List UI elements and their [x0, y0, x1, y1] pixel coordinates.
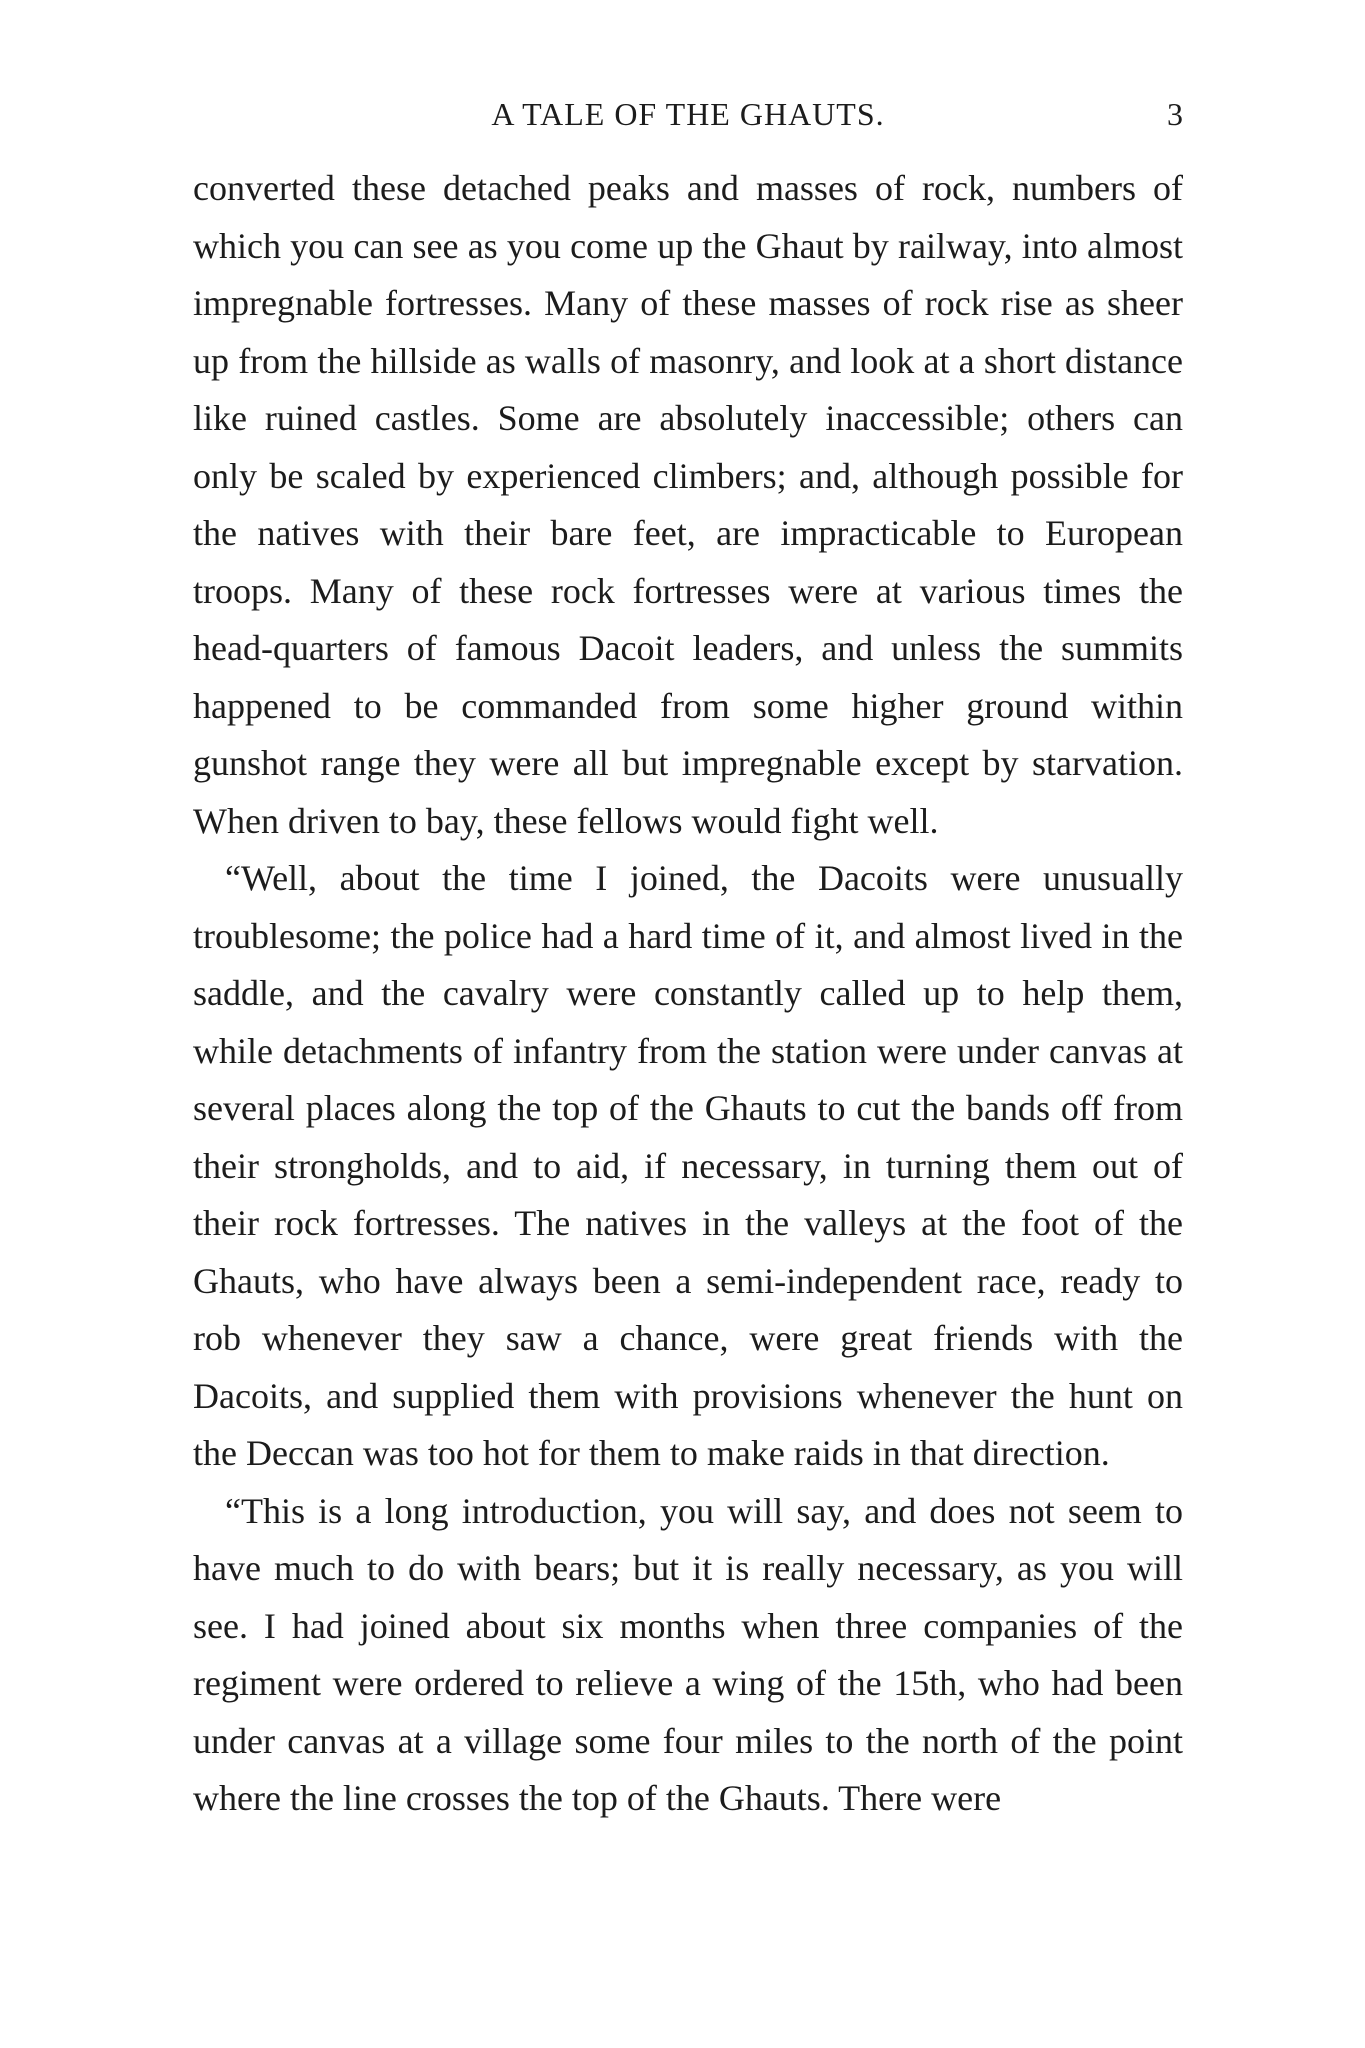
- running-title: A TALE OF THE GHAUTS.: [491, 96, 885, 132]
- paragraph-1: converted these detached peaks and masses of rock, numbers of which you can see as you come up the Ghaut by railway, into almost impregnable fortresses. Many of these masses of rock rise as sheer up from the hillside as walls of masonry, and look at a short distance like ruined castles. Some are absolutely inaccessible; others can only be scaled by experienced climbers; and, although possible for the natives with their bare feet, are impracticable to European troops. Many of these rock fortresses were at various times the head-quarters of famous Dacoit leaders, and unless the summits happened to be commanded from some higher ground within gunshot range they were all but impregnable except by starvation. When driven to bay, these fellows would fight well.: [193, 168, 1183, 841]
- body-text: [193, 160, 1183, 1828]
- page-number: 3: [1167, 96, 1183, 132]
- paragraph-2: “Well, about the time I joined, the Dacoits were unusually troublesome; the police had a hard time of it, and almost lived in the saddle, and the cavalry were constantly called up to help them, while detachments of infantry from the station were under canvas at several places along the top of the Ghauts to cut the bands off from their strongholds, and to aid, if necessary, in turning them out of their rock fortresses. The natives in the valleys at the foot of the Ghauts, who have always been a semi-independent race, ready to rob whenever they saw a chance, were great friends with the Dacoits, and supplied them with provisions whenever the hunt on the Deccan was too hot for them to make raids in that direction.: [193, 858, 1183, 1473]
- running-header: [193, 92, 1183, 136]
- paragraph-3: “This is a long introduction, you will say, and does not seem to have much to do with bears; but it is really necessary, as you will see. I had joined about six months when three companies of the regiment were ordered to relieve a wing of the 15th, who had been under canvas at a village some four miles to the north of the point where the line crosses the top of the Ghauts. There were: [193, 1490, 1183, 1818]
